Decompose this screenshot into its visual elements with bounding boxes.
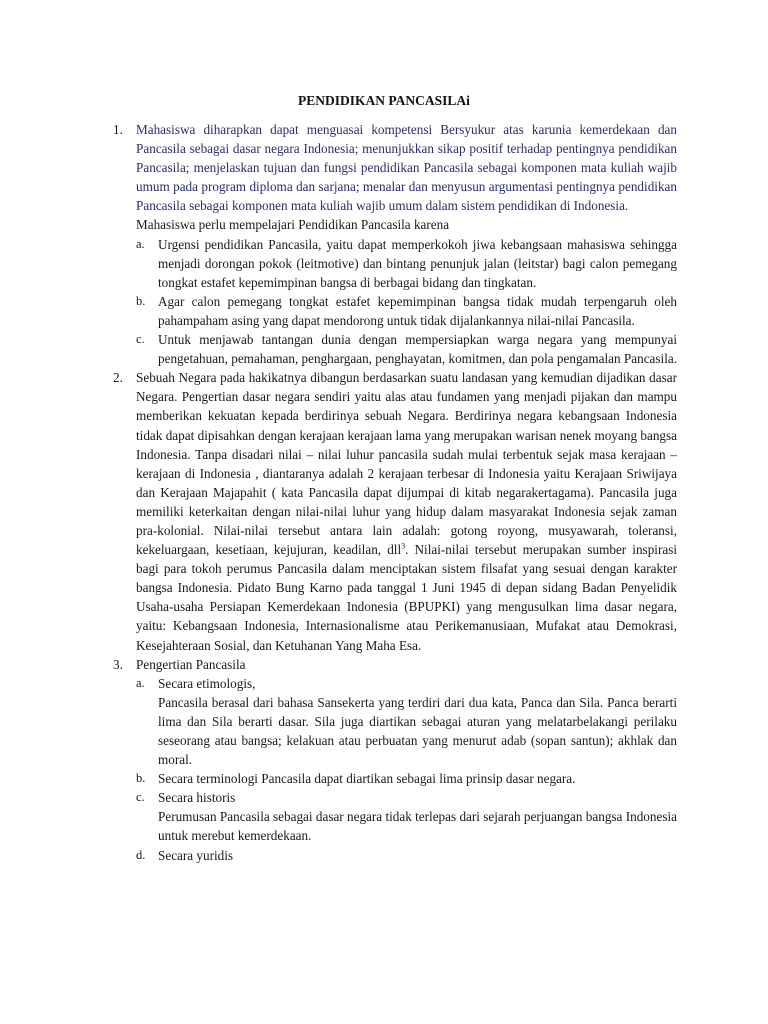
section-1-paragraph-2: Mahasiswa perlu mempelajari Pendidikan Pancasila karena <box>136 217 450 233</box>
list-letter: b. <box>136 771 146 786</box>
section-2-text-part-1: Sebuah Negara pada hakikatnya dibangun berdasarkan suatu landasan yang kemudian dijadikan dasar Negara. Pengertian dasar negara sendiri yaitu alas atau fundamen yang menjadi pijakan dan mampu memberikan kekuatan kepada berdirinya sebuah Negara. Berdirinya negara kebangsaan Indonesia tidak dapat dipisahkan dengan kerajaan kerajaan lama yang merupakan warisan nenek moyang bangsa Indonesia. Tanpa disadari nilai – nilai luhur pancasila sudah mulai terbentuk sejak masa kerajaan – kerajaan di Indonesia , diantaranya adalah 2 kerajaan terbesar di Indonesia yaitu Kerajaan Sriwijaya dan Kerajaan Majapahit ( kata Pancasila dapat dijumpai di kitab negarakertagama). Pancasila juga memiliki keterkaitan dengan nilai-nilai luhur yang hidup dalam masyarakat Indonesia sejak zaman pra-kolonial. Nilai-nilai tersebut antara lain adalah: gotong royong, musyawarah, toleransi, kekeluargaan, kesetiaan, kejujuran, keadilan, dll <box>136 370 677 558</box>
list-item <box>136 769 677 788</box>
section-3-heading: Pengertian Pancasila <box>136 656 246 672</box>
list-item-text: Urgensi pendidikan Pancasila, yaitu dapat memperkokoh jiwa kebangsaan mahasiswa sehingga menjadi dorongan pokok (leitmotive) dan bintang penunjuk jalan (leitstar) bagi calon pemegang tongkat estafet kepemimpinan bangsa di berbagai bidang dan tingkatan. <box>158 236 677 290</box>
list-letter: a. <box>136 236 145 251</box>
section-2-text-part-2: . Nilai-nilai tersebut merupakan sumber inspirasi bagi para tokoh perumus Pancasila dalam menciptakan sistem filsafat yang sesuai dengan karakter bangsa Indonesia. Pidato Bung Karno pada tanggal 1 Juni 1945 di depan sidang Badan Penyelidik Usaha-usaha Persiapan Kemerdekaan Indonesia (BPUPKI) yang mengusulkan lima dasar negara, yaitu: Kebangsaan Indonesia, Internasionalisme atau Perikemanusiaan, Mufakat atau Demokrasi, Kesejahteraan Sosial, dan Ketuhanan Yang Maha Esa. <box>136 542 677 653</box>
list-item <box>136 846 677 865</box>
list-item-heading: Secara yuridis <box>158 847 234 863</box>
list-item <box>136 674 677 769</box>
section-2-paragraph <box>136 368 677 654</box>
footnote-reference: 3 <box>401 541 406 551</box>
section-number: 1. <box>113 122 123 137</box>
list-item-text: Untuk menjawab tantangan dunia dengan mempersiapkan warga negara yang mempunyai pengetahuan, pemahaman, penghargaan, penghayatan, komitmen, dan pola pengamalan Pancasila. <box>158 332 678 367</box>
list-letter: b. <box>136 293 146 308</box>
list-item-heading: Secara etimologis, <box>158 675 256 691</box>
section-number: 3. <box>113 656 123 672</box>
list-item-text: Agar calon pemegang tongkat estafet kepemimpinan bangsa tidak mudah terpengaruh oleh pahampaham asing yang dapat mendorong untuk tidak dijalankannya nilai-nilai Pancasila. <box>158 293 677 328</box>
document-body <box>113 120 677 865</box>
list-letter: c. <box>136 790 145 805</box>
document-title: PENDIDIKAN PANCASILAi <box>298 93 470 108</box>
list-item-text: Pancasila berasal dari bahasa Sansekerta yang terdiri dari dua kata, Panca dan Sila. Panca berarti lima dan Sila berarti dasar. Sila juga diartikan sebagai aturan yang melatarbelakangi perilaku seseorang atau bangsa; kelakuan atau perbuatan yang menurut adab (sopan santun); akhlak dan moral. <box>158 694 677 768</box>
section-1-paragraph-1: Mahasiswa diharapkan dapat menguasai kompetensi Bersyukur atas karunia kemerdekaan dan Pancasila sebagai dasar negara Indonesia; menunjukkan sikap positif terhadap pentingnya pendidikan Pancasila; menjelaskan tujuan dan fungsi pendidikan Pancasila sebagai komponen mata kuliah wajib umum pada program diploma dan sarjana; menalar dan menyusun argumentasi pentingnya pendidikan Pancasila sebagai komponen mata kuliah wajib umum dalam sistem pendidikan di Indonesia. <box>136 122 677 214</box>
list-item <box>136 292 677 330</box>
section-2 <box>113 368 677 654</box>
list-item-text: Perumusan Pancasila sebagai dasar negara tidak terlepas dari sejarah perjuangan bangsa Indonesia untuk merebut kemerdekaan. <box>158 809 677 844</box>
list-letter: d. <box>136 847 146 862</box>
list-letter: c. <box>136 332 145 347</box>
list-item <box>136 788 677 845</box>
list-item-heading: Secara historis <box>158 790 236 806</box>
list-letter: a. <box>136 675 145 690</box>
section-1 <box>113 120 677 368</box>
list-item-heading: Secara terminologi Pancasila dapat diartikan sebagai lima prinsip dasar negara. <box>158 771 576 787</box>
list-item <box>136 330 677 368</box>
list-item <box>136 235 677 292</box>
section-3 <box>113 655 677 865</box>
section-number: 2. <box>113 370 123 386</box>
